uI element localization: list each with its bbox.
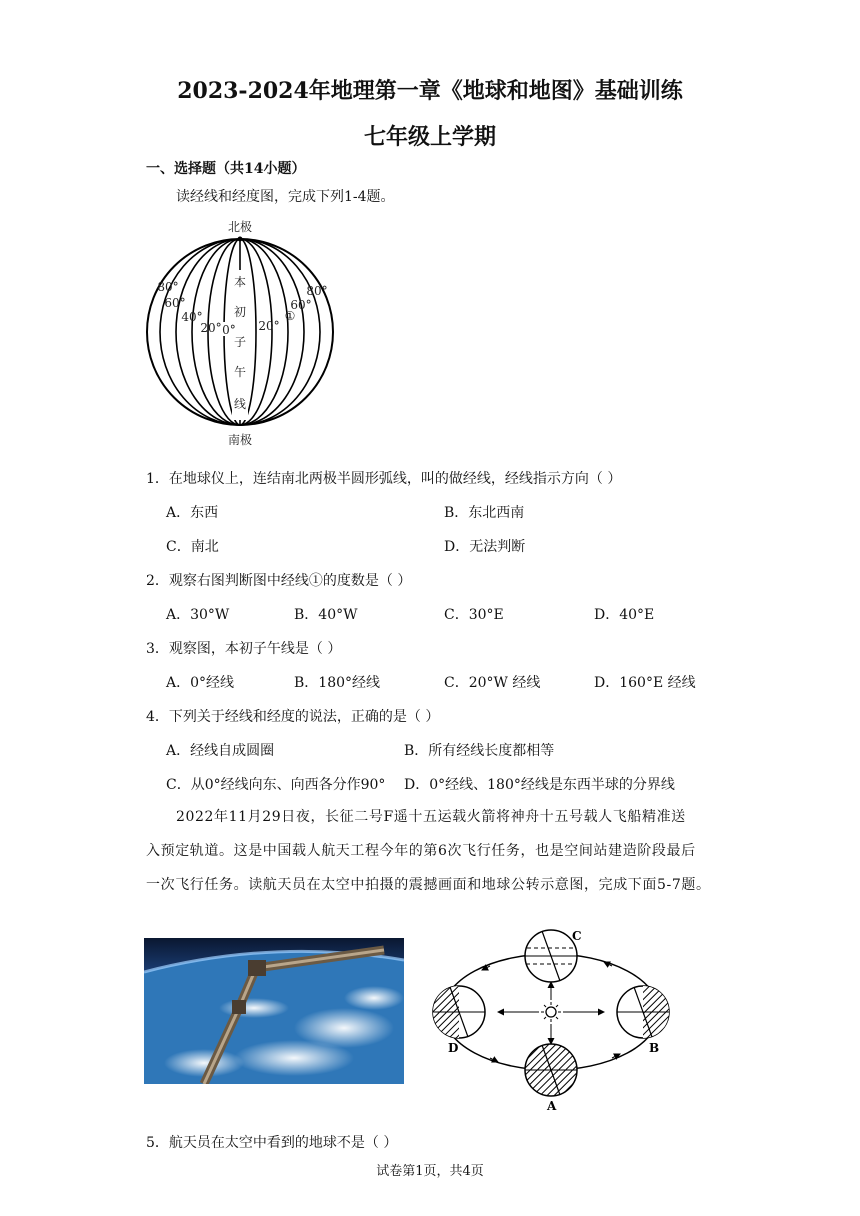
prime-char-4: 午	[233, 365, 247, 379]
zero-degree-label: 0°	[222, 323, 236, 337]
label-60e: 60°	[290, 298, 312, 312]
q2-option-d: D．40°E	[594, 607, 655, 623]
q4-option-d: D．0°经线、180°经线是东西半球的分界线	[404, 777, 675, 793]
question-1: 1．在地球仪上，连结南北两极半圆形弧线，叫的做经线，经线指示方向（ ）	[146, 471, 622, 487]
meridian-one-marker: ①	[284, 309, 296, 323]
label-40w: 40°	[181, 310, 203, 324]
earth-revolution-diagram	[426, 926, 676, 1114]
orbit-label-b: B	[649, 1041, 660, 1055]
space-station-photo	[144, 938, 404, 1084]
passage-line-2: 入预定轨道。这是中国载人航天工程今年的第6次飞行任务，也是空间站建造阶段最后	[146, 843, 696, 859]
q3-option-d: D．160°E 经线	[594, 675, 696, 691]
prime-char-2: 初	[233, 305, 247, 319]
earth-position-b	[617, 986, 669, 1038]
label-20w: 20°	[200, 321, 222, 335]
orbit-label-c: C	[572, 929, 582, 943]
page-subtitle: 七年级上学期	[363, 124, 496, 150]
q1-option-a: A．东西	[166, 505, 219, 521]
label-80w: 80°	[157, 280, 179, 294]
label-60w: 60°	[164, 296, 186, 310]
label-20e: 20°	[258, 319, 280, 333]
q3-option-c: C．20°W 经线	[444, 675, 541, 691]
question-5: 5．航天员在太空中看到的地球不是（ ）	[146, 1135, 398, 1151]
q1-option-d: D．无法判断	[444, 539, 526, 555]
orbit-label-d: D	[448, 1041, 459, 1055]
q1-option-b: B．东北西南	[444, 505, 525, 521]
section-heading: 一、选择题（共14小题）	[146, 161, 306, 177]
page-title: 2023-2024年地理第一章《地球和地图》基础训练	[177, 78, 683, 104]
earth-position-c	[525, 930, 577, 982]
q4-option-c: C．从0°经线向东、向西各分作90°	[166, 777, 386, 793]
q2-option-a: A．30°W	[166, 607, 230, 623]
passage-line-3: 一次飞行任务。读航天员在太空中拍摄的震撼画面和地球公转示意图，完成下面5-7题。	[146, 877, 711, 893]
passage-line-1: 2022年11月29日夜，长征二号F遥十五运载火箭将神舟十五号载人飞船精准送	[176, 809, 686, 825]
prime-char-5: 线	[233, 397, 247, 411]
q3-option-a: A．0°经线	[166, 675, 235, 691]
q1-option-c: C．南北	[166, 539, 219, 555]
earth-position-a	[525, 1044, 577, 1096]
q4-option-b: B．所有经线长度都相等	[404, 743, 555, 759]
q2-option-b: B．40°W	[294, 607, 358, 623]
earth-position-d	[433, 986, 485, 1038]
question-3: 3．观察图，本初子午线是（ ）	[146, 641, 342, 657]
page-footer: 试卷第1页，共4页	[376, 1164, 484, 1179]
meridian-globe-figure	[140, 218, 340, 450]
prime-char-1: 本	[233, 275, 247, 289]
q2-option-c: C．30°E	[444, 607, 504, 623]
orbit-label-a: A	[547, 1099, 557, 1113]
south-pole-label: 南极	[227, 433, 253, 447]
q4-option-a: A．经线自成圆圈	[166, 743, 275, 759]
label-80e: 80°	[306, 284, 328, 298]
north-pole-label: 北极	[227, 220, 253, 234]
question-2: 2．观察右图判断图中经线①的度数是（ ）	[146, 573, 412, 589]
q3-option-b: B．180°经线	[294, 675, 381, 691]
intro-text: 读经线和经度图，完成下列1-4题。	[176, 189, 395, 205]
prime-char-3: 子	[233, 335, 247, 349]
question-4: 4．下列关于经线和经度的说法，正确的是（ ）	[146, 709, 440, 725]
